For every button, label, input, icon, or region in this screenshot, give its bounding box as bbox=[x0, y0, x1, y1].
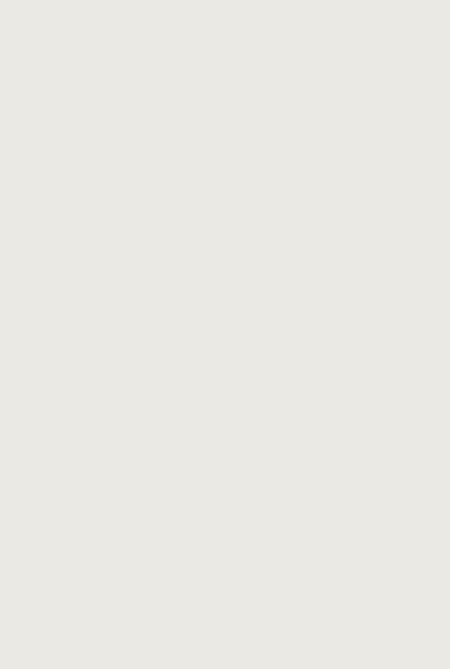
page-title bbox=[20, 8, 430, 24]
